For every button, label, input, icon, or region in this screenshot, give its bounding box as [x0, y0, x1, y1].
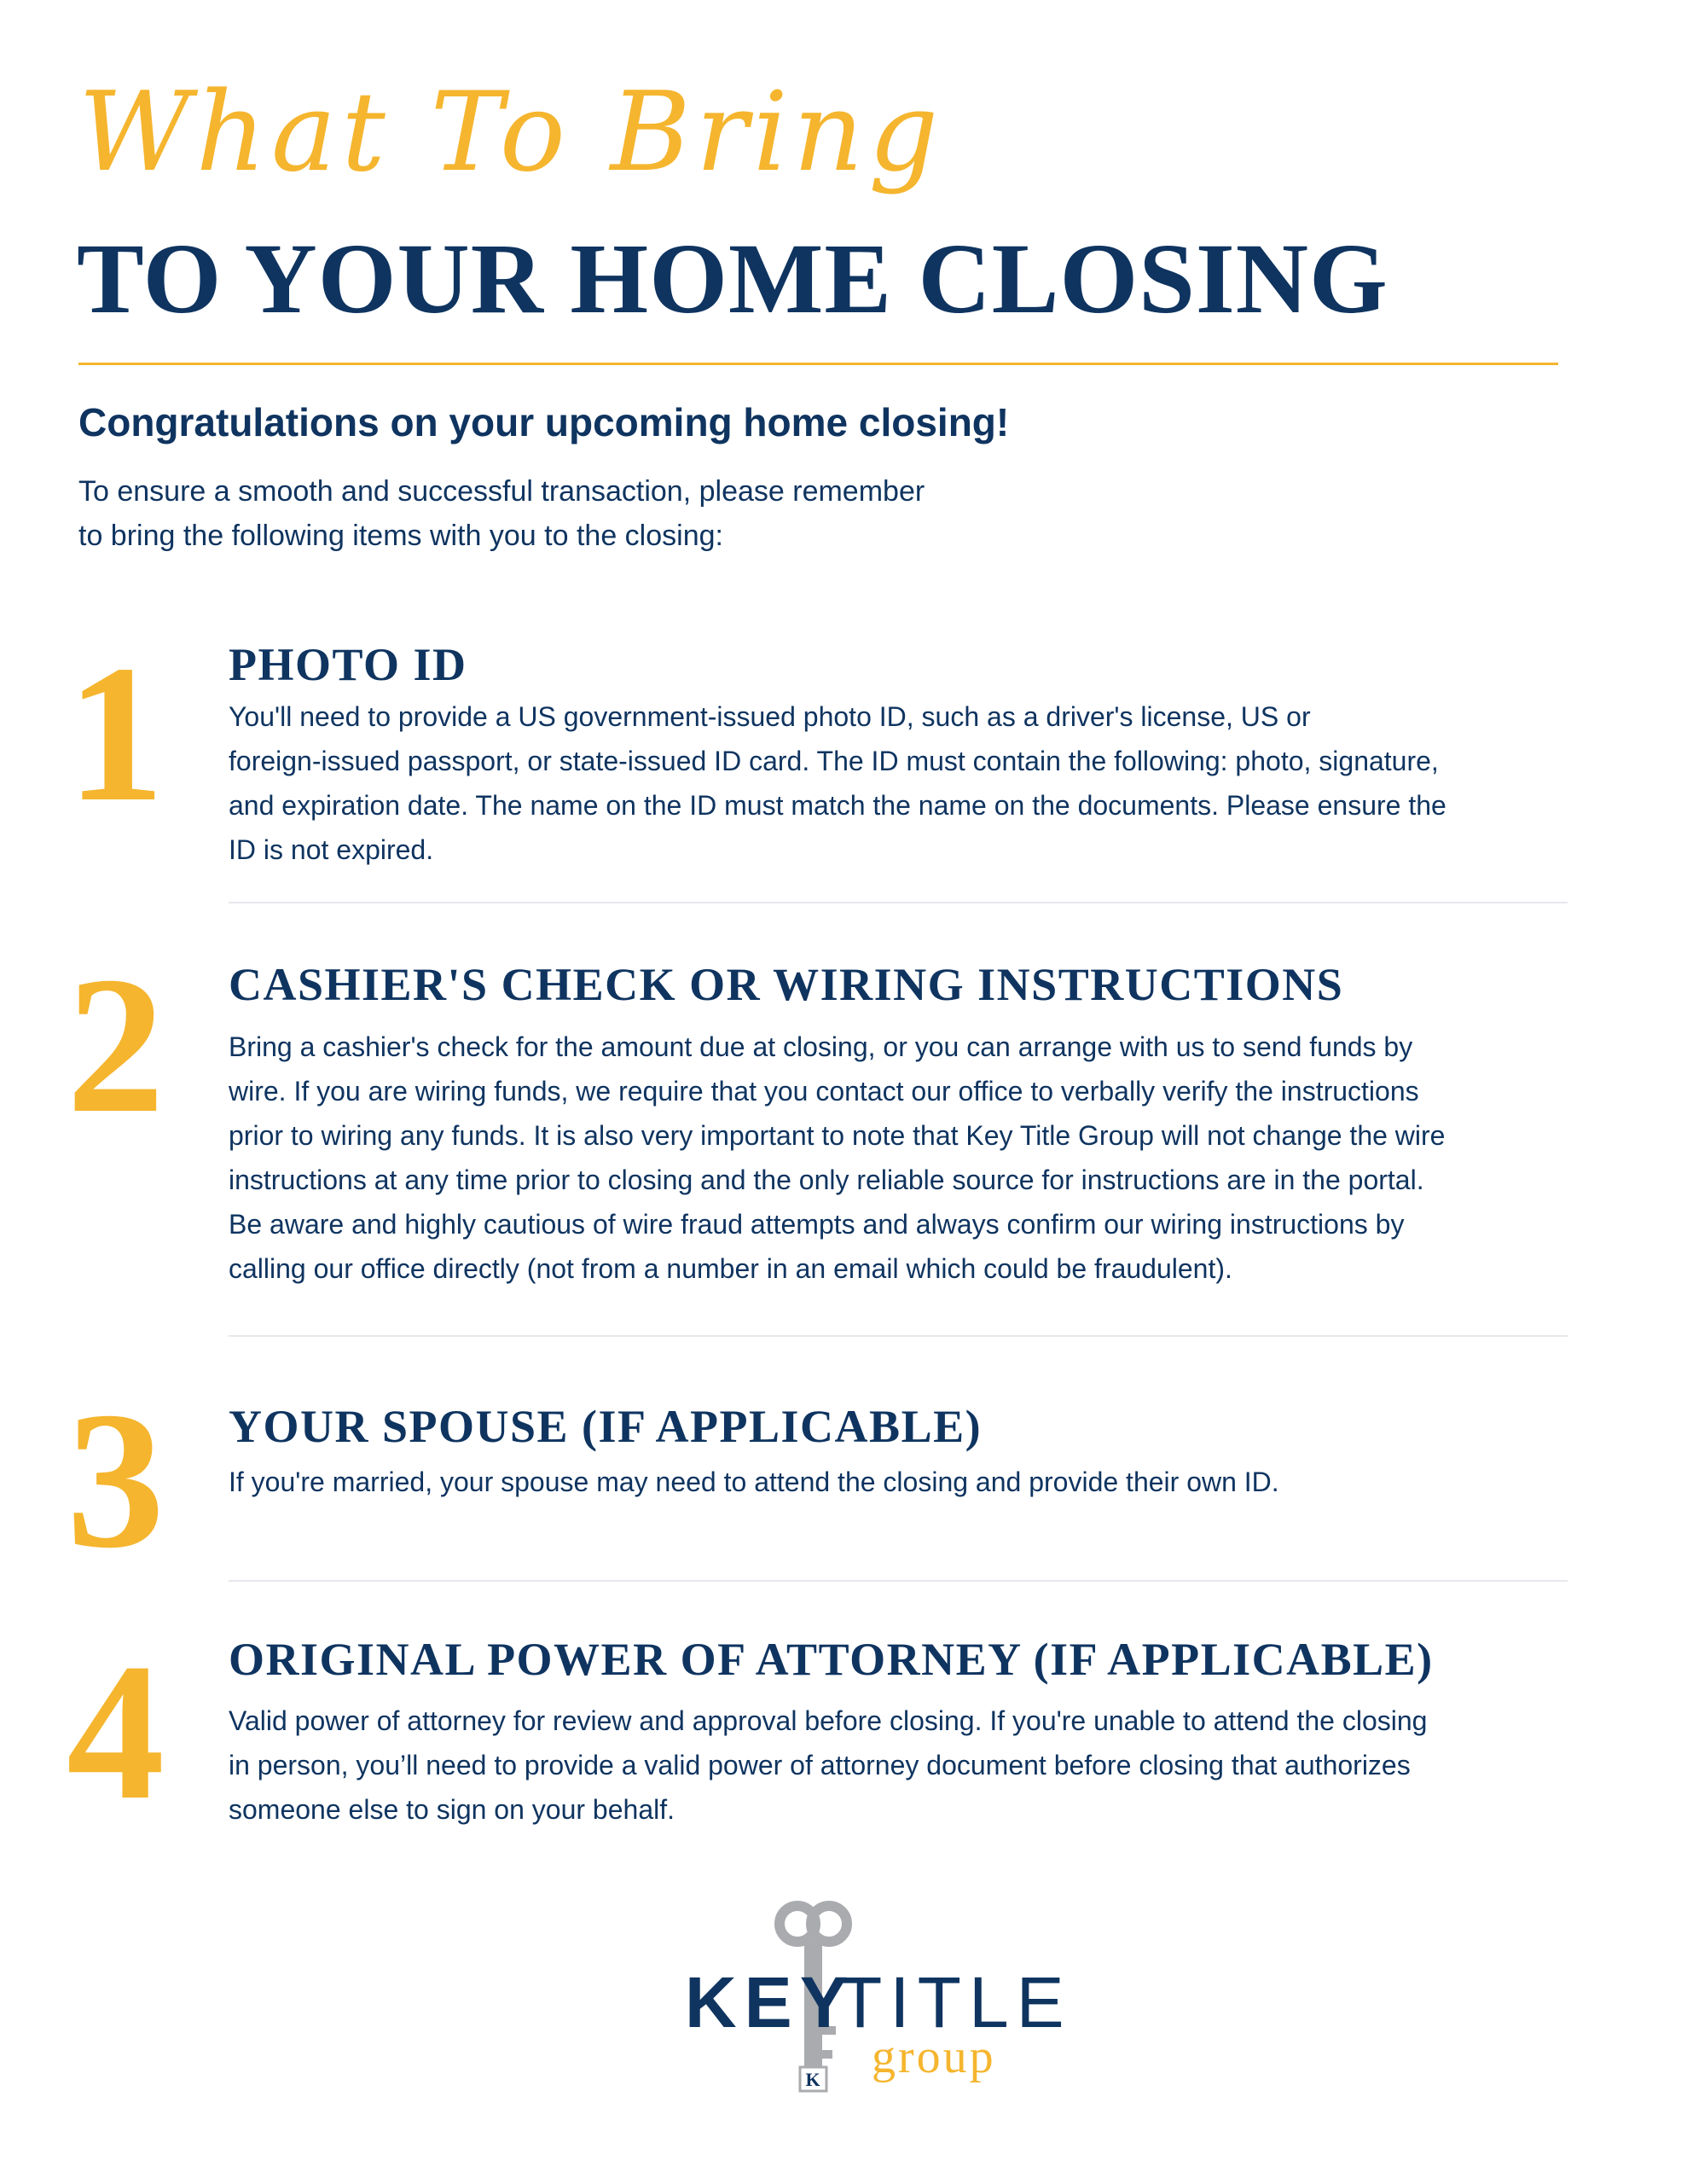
description-line: instructions at any time prior to closing and the only reliable source for instructions are in the portal. — [229, 1165, 1424, 1195]
description-line: someone else to sign on your behalf. — [229, 1794, 675, 1825]
item-number: 2 — [67, 936, 165, 1153]
intro-line: to bring the following items with you to the closing: — [78, 520, 723, 552]
item-divider — [229, 1580, 1568, 1582]
description-line: Bring a cashier's check for the amount due at closing, or you can arrange with us to send funds by — [229, 1031, 1413, 1062]
description-line: and expiration date. The name on the ID must match the name on the documents. Please ensure the — [229, 790, 1446, 821]
item-description — [229, 1025, 1568, 1291]
item-heading: YOUR SPOUSE (IF APPLICABLE) — [229, 1401, 983, 1452]
key-title-group-logo — [682, 1898, 1072, 2094]
item-description — [229, 1460, 1568, 1504]
page-title: TO YOUR HOME CLOSING — [77, 223, 1388, 334]
logo-word-title: TITLE — [838, 1962, 1072, 2042]
logo-key-letter: K — [805, 2069, 820, 2090]
description-line: prior to wiring any funds. It is also very important to note that Key Title Group will not change the wire — [229, 1120, 1446, 1151]
logo-word-group: group — [872, 2030, 996, 2083]
item-number: 1 — [67, 624, 165, 842]
description-line: If you're married, your spouse may need to attend the closing and provide their own ID. — [229, 1467, 1279, 1497]
logo-word-key: KEY — [685, 1962, 855, 2042]
congrats-heading: Congratulations on your upcoming home closing! — [78, 400, 1010, 444]
item-description — [229, 694, 1568, 872]
item-number: 4 — [67, 1623, 165, 1840]
item-number: 3 — [67, 1371, 165, 1589]
item-divider — [229, 902, 1568, 903]
intro-line: To ensure a smooth and successful transaction, please remember — [78, 475, 925, 508]
item-heading: PHOTO ID — [229, 639, 467, 690]
description-line: You'll need to provide a US government-issued photo ID, such as a driver's license, US or — [229, 701, 1311, 732]
item-heading: CASHIER'S CHECK OR WIRING INSTRUCTIONS — [229, 959, 1344, 1010]
script-title: What To Bring — [78, 69, 944, 196]
description-line: calling our office directly (not from a number in an email which could be fraudulent). — [229, 1253, 1232, 1284]
description-line: Be aware and highly cautious of wire fraud attempts and always confirm our wiring instructions by — [229, 1209, 1405, 1240]
description-line: in person, you’ll need to provide a valid power of attorney document before closing that authorizes — [229, 1750, 1411, 1780]
item-heading: ORIGINAL POWER OF ATTORNEY (IF APPLICABLE) — [229, 1634, 1434, 1685]
item-description — [229, 1699, 1568, 1832]
item-divider — [229, 1335, 1568, 1337]
intro-text — [78, 469, 1102, 558]
description-line: Valid power of attorney for review and approval before closing. If you're unable to attend the closing — [229, 1705, 1428, 1736]
description-line: foreign-issued passport, or state-issued ID card. The ID must contain the following: photo, signature, — [229, 746, 1439, 776]
description-line: ID is not expired. — [229, 834, 434, 865]
title-divider — [78, 363, 1558, 365]
description-line: wire. If you are wiring funds, we require that you contact our office to verbally verify the instructions — [229, 1076, 1419, 1107]
